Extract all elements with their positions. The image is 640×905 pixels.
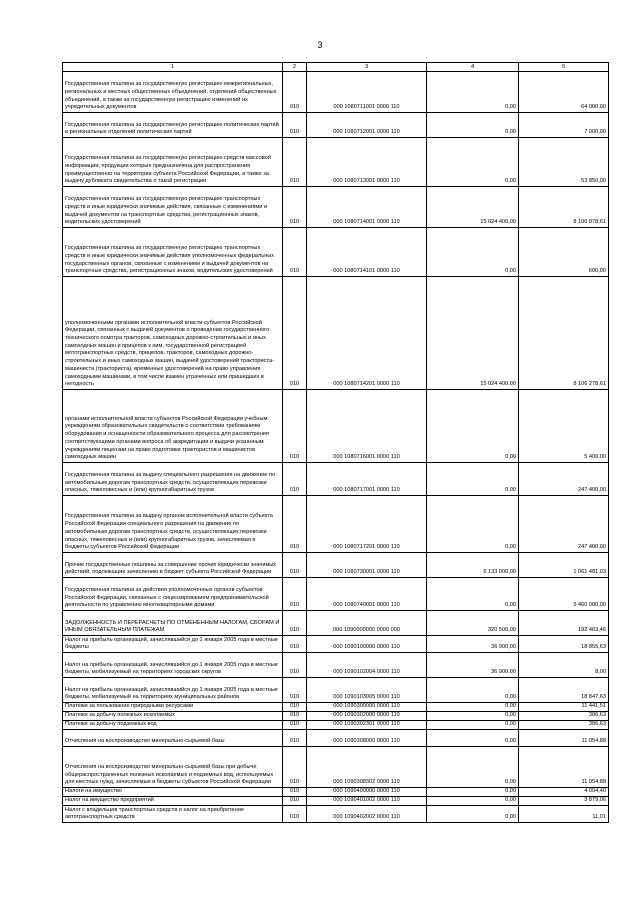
- row-code-cell: 010: [283, 636, 307, 653]
- column-header-5: 5: [519, 63, 609, 72]
- row-kbk-cell: 000 1090400000 0000 110: [307, 788, 427, 797]
- row-name-cell: Налог на прибыль организаций, зачислявшийся до 1 января 2005 года в местные бюджеты, мобилизуемый на территориях городских округов: [63, 653, 283, 678]
- row-code-cell: 010: [283, 653, 307, 678]
- table-row: [63, 678, 609, 703]
- row-name-cell: ЗАДОЛЖЕННОСТЬ И ПЕРЕРАСЧЕТЫ ПО ОТМЕНЕННЫМ НАЛОГАМ, СБОРАМ И ИНЫМ ОБЯЗАТЕЛЬНЫМ ПЛАТЕЖАМ: [63, 611, 283, 636]
- row-code-cell: 010: [283, 788, 307, 797]
- row-fact-cell: 5 400,00: [519, 390, 609, 463]
- row-kbk-cell: 000 1080712001 0000 110: [307, 113, 427, 138]
- row-kbk-cell: 000 1080711001 0000 110: [307, 72, 427, 113]
- row-name-cell: уполномоченными органами исполнительной власти субъектов Российской Федерации, связанных с выдачей документов о проведении государственного технического осмотра тракторов, самоходных дорожно-строительных и иных самоходных машин и прицепов к ним, государственной регистрацией мототранспортных средств, прицепов, тракторов, самоходных дорожно-строительных и иных самоходных машин, выдачей удостоверений тракториста-машиниста (тракториста), временных удостоверений на право управления самоходными машинами, в том числе взамен утраченных или пришедших в негодность: [63, 277, 283, 390]
- table-row: [63, 187, 609, 228]
- row-name-cell: Налог на прибыль организаций, зачислявшийся до 1 января 2005 года в местные бюджеты, мобилизуемый на территориях муниципальных районов: [63, 678, 283, 703]
- row-code-cell: 010: [283, 390, 307, 463]
- row-plan-cell: 36 900,00: [427, 636, 519, 653]
- row-fact-cell: 11 054,88: [519, 747, 609, 788]
- table-row: [63, 721, 609, 730]
- column-header-4: 4: [427, 63, 519, 72]
- row-plan-cell: 0,00: [427, 113, 519, 138]
- row-plan-cell: 0,00: [427, 578, 519, 611]
- row-kbk-cell: 000 1080740001 0000 110: [307, 578, 427, 611]
- row-code-cell: 010: [283, 806, 307, 823]
- row-code-cell: 010: [283, 277, 307, 390]
- row-name-cell: Государственная пошлина за выдачу специального разрешения на движение по автомобильным дорогам транспортных средств, осуществляющих перевозки опасных, тяжеловесных и (или) крупногабаритных грузов: [63, 463, 283, 496]
- row-code-cell: 010: [283, 747, 307, 788]
- row-kbk-cell: 000 1090302000 0000 110: [307, 712, 427, 721]
- row-kbk-cell: 000 1090308302 0000 110: [307, 747, 427, 788]
- table-row: [63, 653, 609, 678]
- row-plan-cell: 0,00: [427, 138, 519, 187]
- row-plan-cell: 15 024 400,00: [427, 187, 519, 228]
- row-name-cell: Отчисления на воспроизводство минерально-сырьевой базы: [63, 730, 283, 747]
- row-kbk-cell: 000 1090401002 0000 110: [307, 797, 427, 806]
- row-name-cell: Налог на имущество предприятий: [63, 797, 283, 806]
- row-plan-cell: 36 900,00: [427, 653, 519, 678]
- row-kbk-cell: 000 1090102004 0000 110: [307, 653, 427, 678]
- row-name-cell: Платежи за добычу подземных вод: [63, 721, 283, 730]
- column-header-1: 1: [63, 63, 283, 72]
- row-fact-cell: 18 847,63: [519, 678, 609, 703]
- row-name-cell: Платежи за добычу полезных ископаемых: [63, 712, 283, 721]
- table-row: [63, 553, 609, 578]
- row-code-cell: 010: [283, 611, 307, 636]
- revenue-report-table: [62, 62, 609, 823]
- row-name-cell: Отчисления на воспроизводство минерально-сырьевой базы при добыче общераспространенных полезных ископаемых и подземных вод, используемых для местных нужд, зачисляемые в бюджеты субъектов Российской Федерации: [63, 747, 283, 788]
- row-kbk-cell: 000 1080716001 0000 110: [307, 390, 427, 463]
- row-plan-cell: 0,00: [427, 788, 519, 797]
- row-kbk-cell: 000 1080714001 0000 110: [307, 187, 427, 228]
- table-row: [63, 703, 609, 712]
- row-kbk-cell: 000 1090402002 0000 110: [307, 806, 427, 823]
- row-fact-cell: 4 004,40: [519, 788, 609, 797]
- row-fact-cell: 600,00: [519, 228, 609, 277]
- row-plan-cell: 0,00: [427, 721, 519, 730]
- row-code-cell: 010: [283, 187, 307, 228]
- row-fact-cell: 192 463,46: [519, 611, 609, 636]
- row-fact-cell: 11,01: [519, 806, 609, 823]
- table-row: [63, 578, 609, 611]
- row-fact-cell: 7 000,00: [519, 113, 609, 138]
- row-name-cell: Государственная пошлина за государственную регистрацию транспортных средств и иные юридически значимые действия, связанные с изменениями и выдачей документов на транспортные средства, регистрационных знаков, водительских удостоверений: [63, 187, 283, 228]
- row-plan-cell: 0,00: [427, 730, 519, 747]
- row-plan-cell: 0,00: [427, 712, 519, 721]
- table-row: [63, 496, 609, 553]
- row-plan-cell: 0,00: [427, 797, 519, 806]
- row-plan-cell: 0,00: [427, 72, 519, 113]
- row-kbk-cell: 000 1080730001 0000 110: [307, 553, 427, 578]
- row-kbk-cell: 000 1080717001 0000 110: [307, 463, 427, 496]
- row-plan-cell: 0,00: [427, 678, 519, 703]
- row-fact-cell: 247 400,00: [519, 496, 609, 553]
- row-fact-cell: 3 879,06: [519, 797, 609, 806]
- table-row: [63, 797, 609, 806]
- row-plan-cell: 0,00: [427, 496, 519, 553]
- table-row: [63, 463, 609, 496]
- table-row: [63, 228, 609, 277]
- row-fact-cell: 11 054,88: [519, 730, 609, 747]
- row-name-cell: Налоги на имущество: [63, 788, 283, 797]
- column-header-2: 2: [283, 63, 307, 72]
- row-fact-cell: 11 441,51: [519, 703, 609, 712]
- row-code-cell: 010: [283, 721, 307, 730]
- row-kbk-cell: 000 1080714201 0000 110: [307, 277, 427, 390]
- page-number: 3: [317, 40, 323, 50]
- row-code-cell: 010: [283, 553, 307, 578]
- row-code-cell: 010: [283, 578, 307, 611]
- row-kbk-cell: 000 1090302301 0000 110: [307, 721, 427, 730]
- row-code-cell: 010: [283, 730, 307, 747]
- row-kbk-cell: 000 1080713001 0000 110: [307, 138, 427, 187]
- row-name-cell: Государственная пошлина за государственную регистрацию транспортных средств и иные юридически значимые действия уполномоченных федеральных государственных органов, связанные с изменением и выдачей документов на транспортные средства, регистрационных знаков, водительских удостоверений: [63, 228, 283, 277]
- table-row: [63, 636, 609, 653]
- row-name-cell: Государственная пошлина за государственную регистрацию средств массовой информации, продукции которых предназначена для распространения преимущественно на территории субъекта Российской Федерации, а также за выдачу дубликата свидетельства о такой регистрации: [63, 138, 283, 187]
- row-fact-cell: 386,63: [519, 721, 609, 730]
- table-row: [63, 806, 609, 823]
- row-code-cell: 010: [283, 678, 307, 703]
- row-name-cell: Платежи за пользование природными ресурсами: [63, 703, 283, 712]
- row-kbk-cell: 000 1090000000 0000 000: [307, 611, 427, 636]
- row-name-cell: Налог с владельцев транспортных средств и налог на приобретение автотранспортных средств: [63, 806, 283, 823]
- row-code-cell: 010: [283, 463, 307, 496]
- row-kbk-cell: 000 1090100000 0000 110: [307, 636, 427, 653]
- row-fact-cell: 53 850,00: [519, 138, 609, 187]
- row-kbk-cell: 000 1080714101 0000 110: [307, 228, 427, 277]
- row-fact-cell: 18 855,63: [519, 636, 609, 653]
- row-plan-cell: 0,00: [427, 703, 519, 712]
- column-header-3: 3: [307, 63, 427, 72]
- row-code-cell: 010: [283, 113, 307, 138]
- row-fact-cell: 64 000,00: [519, 72, 609, 113]
- table-row: [63, 390, 609, 463]
- table-row: [63, 788, 609, 797]
- row-plan-cell: 6 133 000,00: [427, 553, 519, 578]
- row-code-cell: 010: [283, 72, 307, 113]
- table-row: [63, 138, 609, 187]
- table-row: [63, 72, 609, 113]
- row-kbk-cell: 000 1090103005 0000 110: [307, 678, 427, 703]
- table-row: [63, 277, 609, 390]
- row-kbk-cell: 000 1090300000 0000 110: [307, 703, 427, 712]
- row-code-cell: 010: [283, 703, 307, 712]
- row-code-cell: 010: [283, 496, 307, 553]
- row-name-cell: Государственная пошлина за государственную регистрацию политических партий и региональных отделений политических партий: [63, 113, 283, 138]
- row-kbk-cell: 000 1090308000 0000 110: [307, 730, 427, 747]
- table-row: [63, 747, 609, 788]
- row-name-cell: Государственная пошлина за выдачу органом исполнительной власти субъекта Российской Федерации специального разрешения на движение по автомобильным дорогам транспортных средств, осуществляющих перевозки опасных, тяжеловесных и (или) крупногабаритных грузов, зачисляемая в бюджеты субъектов Российской Федерации: [63, 496, 283, 553]
- row-name-cell: Прочие государственные пошлины за совершение прочих юридически значимых действий, подлежащие зачислению в бюджет субъекта Российской Федерации: [63, 553, 283, 578]
- row-name-cell: Государственная пошлина за действия уполномоченных органов субъектов Российской Федерации, связанные с лицензированием предпринимательской деятельности по управлению многоквартирными домами: [63, 578, 283, 611]
- row-plan-cell: 0,00: [427, 390, 519, 463]
- row-fact-cell: 8,00: [519, 653, 609, 678]
- row-plan-cell: 0,00: [427, 228, 519, 277]
- row-name-cell: Налог на прибыль организаций, зачислявшийся до 1 января 2005 года в местные бюджеты: [63, 636, 283, 653]
- row-plan-cell: 15 024 400,00: [427, 277, 519, 390]
- row-fact-cell: 386,63: [519, 712, 609, 721]
- row-name-cell: органами исполнительной власти субъектов Российской Федерации учебным учреждениям образовательных свидетельств о соответствии требованиям оборудования и оснащенности образовательного процесса для рассмотрения соответствующими органами вопроса об аккредитации и выдачи указанным учреждениям лицензии на право подготовки трактористов и машинистов самоходных машин: [63, 390, 283, 463]
- column-number-row: [63, 63, 609, 72]
- row-plan-cell: 0,00: [427, 806, 519, 823]
- row-name-cell: Государственная пошлина за государственную регистрацию межрегиональных, региональных и местных общественных объединений, отделений общественных объединений, а также за государственную регистрацию изменений их учредительных документов: [63, 72, 283, 113]
- row-plan-cell: 0,00: [427, 463, 519, 496]
- row-code-cell: 010: [283, 797, 307, 806]
- table-row: [63, 712, 609, 721]
- row-plan-cell: 0,00: [427, 747, 519, 788]
- row-fact-cell: 8 106 878,61: [519, 187, 609, 228]
- row-code-cell: 010: [283, 712, 307, 721]
- row-plan-cell: 320 500,00: [427, 611, 519, 636]
- row-fact-cell: 5 460 000,00: [519, 578, 609, 611]
- row-kbk-cell: 000 1080717201 0000 110: [307, 496, 427, 553]
- row-code-cell: 010: [283, 228, 307, 277]
- row-fact-cell: 8 106 278,61: [519, 277, 609, 390]
- table-row: [63, 113, 609, 138]
- row-code-cell: 010: [283, 138, 307, 187]
- table-row: [63, 730, 609, 747]
- row-fact-cell: 1 061 481,03: [519, 553, 609, 578]
- row-fact-cell: 247 400,00: [519, 463, 609, 496]
- table-row: [63, 611, 609, 636]
